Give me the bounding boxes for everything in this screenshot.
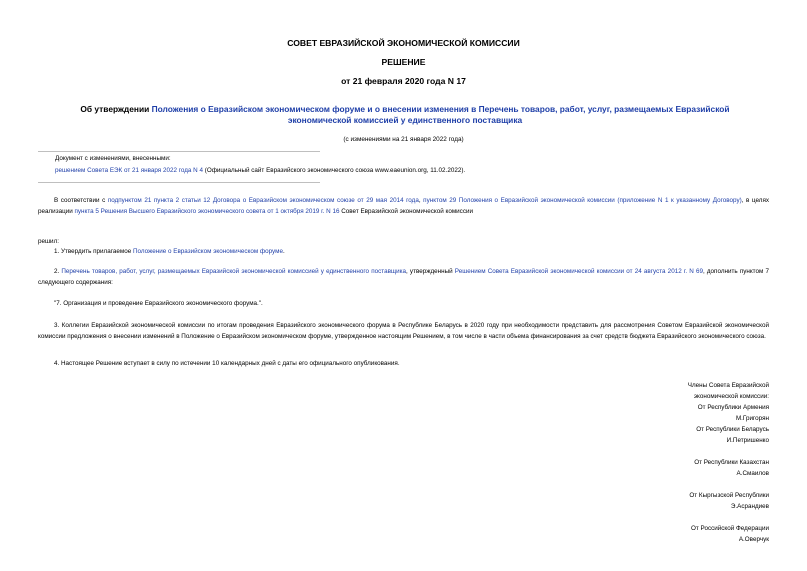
signatory-name: И.Петришенко — [726, 437, 769, 444]
signatory-name: М.Григорян — [735, 415, 769, 422]
signatory-name: А.Смаилов — [736, 470, 769, 477]
document-title — [60, 104, 750, 126]
signatures-heading-1: Члены Совета Евразийской — [687, 382, 769, 389]
item-2-link-list[interactable]: Перечень товаров, работ, услуг, размещаемых Евразийской экономической комиссией у единственного поставщика — [61, 268, 407, 275]
item-1 — [38, 246, 769, 257]
item-2 — [38, 266, 769, 288]
preamble-text-4: Совет Евразийской экономической комиссии — [339, 208, 474, 215]
item-1-end: . — [282, 248, 285, 255]
divider-bottom — [38, 182, 320, 183]
changes-note-heading: Документ с изменениями, внесенными: — [55, 155, 171, 162]
issuing-body: СОВЕТ ЕВРАЗИЙСКОЙ ЭКОНОМИЧЕСКОЙ КОМИССИИ — [287, 38, 520, 48]
item-3: 3. Коллегии Евразийской экономической комиссии по итогам проведения Евразийского экономического форума в Республике Беларусь в 2020 году при необходимости представить для рассмотрения Советом Евразийской экономической комиссии предложения о внесении изменений в Положение о Евразийском экономическом форуме, утвержденное настоящим Решением, в том числе в части объема финансирования за счет средств бюджета Евразийского экономического союза. — [38, 322, 769, 340]
signatory-country: От Российской Федерации — [690, 525, 769, 532]
signatory-country: От Кыргызской Республики — [689, 492, 769, 499]
preamble-paragraph — [38, 195, 769, 217]
signatory-name: Э.Асрандиев — [730, 503, 769, 510]
item-2-number: 2. — [54, 268, 62, 275]
item-2-text-end: , дополнить пунктом 7 следующего содержания: — [38, 268, 769, 286]
signatures-heading-2: экономической комиссии: — [693, 393, 769, 400]
preamble-link-decision[interactable]: пункта 5 Решения Высшего Евразийского экономического совета от 1 октября 2019 г. N 16 — [74, 208, 340, 215]
preamble-link-treaty[interactable]: подпунктом 21 пункта 2 статьи 12 Договора о Евразийском экономическом союзе от 29 мая 2014 года — [107, 197, 419, 204]
item-1-link[interactable]: Положение о Евразийском экономическом форуме — [132, 248, 283, 255]
signatory-country: От Республики Армения — [697, 404, 769, 411]
preamble-text-1: В соответствии с — [54, 197, 108, 204]
signatory-country: От Республики Беларусь — [696, 426, 769, 433]
preamble-text-2: , — [418, 197, 424, 204]
preamble-text-3: , в целях реализации — [38, 197, 770, 215]
changes-note-link[interactable]: решением Совета ЕЭК от 21 января 2022 года N 4 — [55, 167, 203, 174]
changes-note-source: (Официальный сайт Евразийского экономического союза www.eaeunion.org, 11.02.2022). — [202, 167, 466, 174]
changes-note-entry — [55, 165, 465, 177]
title-prefix: Об утверждении — [80, 104, 152, 114]
item-2-text: , утвержденный — [406, 268, 455, 275]
item-2-link-decision[interactable]: Решением Совета Евразийской экономической комиссии от 24 августа 2012 г. N 69 — [454, 268, 703, 275]
revision-note: (с изменениями на 21 января 2022 года) — [343, 136, 464, 143]
title-link[interactable]: Положения о Евразийском экономическом форуме и о внесении изменения в Перечень товаров, работ, услуг, размещаемых Евразийской экономической комиссией у единственного поставщика — [151, 104, 730, 125]
decided-label: решил: — [38, 238, 59, 245]
signatory-country: От Республики Казахстан — [694, 459, 769, 466]
signatory-name: А.Оверчук — [738, 536, 769, 543]
divider-top — [38, 151, 320, 152]
item-1-text: 1. Утвердить прилагаемое — [54, 248, 133, 255]
document-type: РЕШЕНИЕ — [381, 57, 426, 67]
document-date-number: от 21 февраля 2020 года N 17 — [341, 76, 466, 86]
item-4: 4. Настоящее Решение вступает в силу по истечении 10 календарных дней с даты его официального опубликования. — [54, 360, 400, 367]
preamble-link-regulation[interactable]: пунктом 29 Положения о Евразийской экономической комиссии (приложение N 1 к указанному Договору) — [423, 197, 742, 204]
quoted-item: "7. Организация и проведение Евразийского экономического форума.". — [54, 300, 263, 307]
